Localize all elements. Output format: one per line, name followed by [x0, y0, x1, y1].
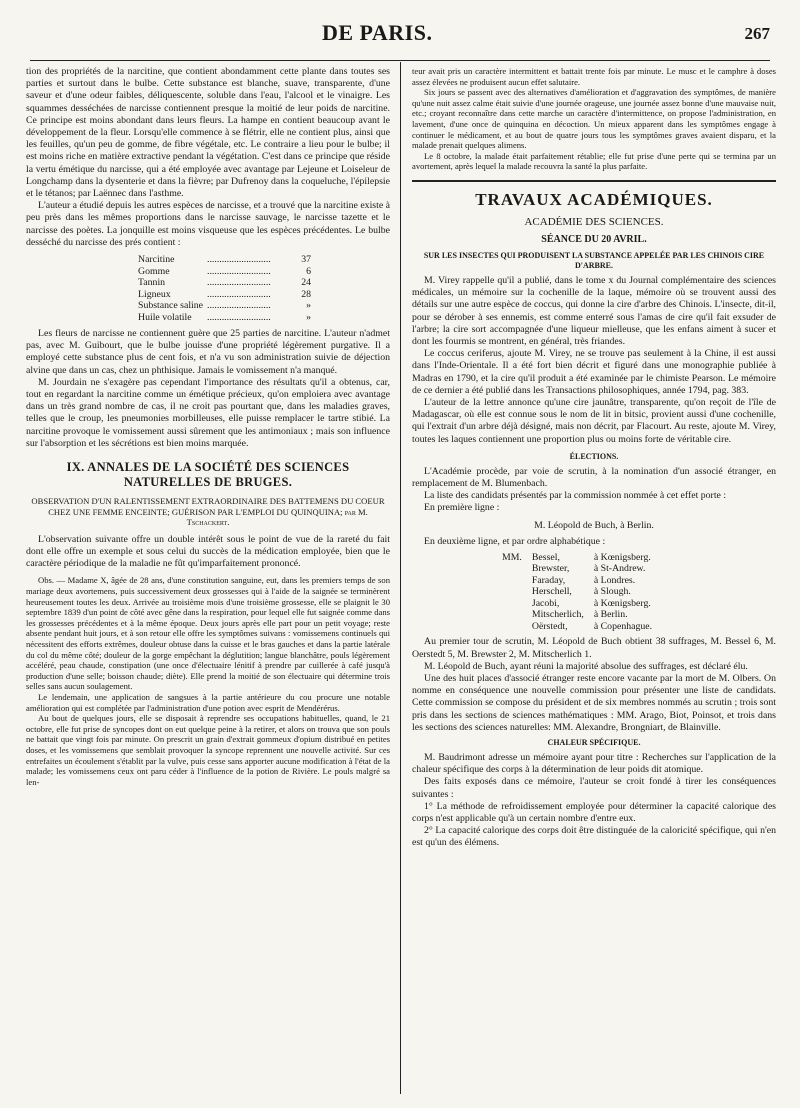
composition-row: Gomme .......................... 6	[138, 265, 312, 277]
paragraph-academie-procede: L'Académie procède, par voie de scrutin, à la nomination d'un associé étranger, en remplacement de M. Blumenbach.	[412, 465, 776, 489]
composition-value: »	[306, 300, 312, 312]
composition-row: Huile volatile .......................... »	[138, 311, 312, 323]
candidate-row	[502, 586, 662, 598]
paragraph-pulse: teur avait pris un caractère intermittent et battait trente fois par minute. Le musc et le camphre à doses assez élevées ne produisent aucun effet salutaire.	[412, 66, 776, 87]
candidate-place: à Berlin.	[593, 609, 628, 621]
composition-value: 24	[301, 277, 312, 289]
paragraph-elected: M. Léopold de Buch, ayant réuni la majorité absolue des suffrages, est déclaré élu.	[424, 660, 748, 672]
candidate-prefix	[502, 598, 532, 610]
paragraph-virey: M. Virey rappelle qu'il a publié, dans le tome x du Journal complémentaire des sciences médicales, un mémoire sur la cochenille de la laque, mémoire où se trouvent aussi des détails sur une autre espèce de coccus, qui donne la cire d'arbre des Chinois. L'insecte, dit-il, pour se dérober à ses ennemis, est comme enterré sous l'amas de cire qu'il fait exsuder de l'arbre; la cire sort accompagnée d'une liqueur mielleuse, que les enfans aiment à sucer et dont les fourmis se montrent, en général, très friandes.	[412, 274, 776, 347]
candidate-prefix: MM.	[502, 551, 522, 563]
candidate-prefix	[502, 586, 532, 598]
paragraph-syncopes: Au bout de quelques jours, elle se disposait à reprendre ses occupations habituelles, quand, le 21 octobre, elle fut prise de syncopes dont on eut quelque peine à la retirer, et alors on trouva que son pouls ne battait que vingt fois par minute. On prescrit un grain d'extrait gommeux d'opium distribué en petites doses, et les vomissemens que semblait provoquer la syncope reprennent une nouvelle activité. Sur ces entrefaites un écoulement s'établit par la vulve, puis cesse sans apporter aucune modification à l'état de la malade; les vomissemens ceux ont paru céder à l'influence de la potion de Rivière. Le pouls malgré sa len-	[26, 713, 390, 787]
candidate-name: Brewster,	[531, 563, 570, 575]
paragraph-candidates-list: La liste des candidats présentés par la commission nommée à cet effet porte :	[424, 490, 727, 502]
candidate-prefix	[502, 563, 532, 575]
paragraph-consequences: Des faits exposés dans ce mémoire, l'auteur se croit fondé à tirer les conséquences suivantes :	[412, 776, 776, 800]
candidate-row	[502, 563, 662, 575]
section-rule	[412, 180, 776, 182]
candidate-row	[502, 575, 662, 587]
composition-name: Narcitine	[138, 254, 175, 266]
journal-title: DE PARIS.	[322, 20, 433, 45]
candidate-row	[502, 609, 662, 621]
column-divider	[400, 62, 401, 1094]
composition-name: Ligneux	[138, 288, 171, 300]
composition-name: Substance saline	[138, 300, 204, 312]
candidate-place: à Copenhague.	[593, 620, 653, 632]
running-head	[0, 14, 800, 54]
composition-name: Gomme	[138, 265, 170, 277]
paragraph-vacancy: Une des huit places d'associé étranger reste encore vacante par la mort de M. Olbers. On nomme en conséquence une nouvelle commission pour présenter une liste de candidats. Cette commission se compose du président et de six membres nommés au scrutin ; trois sont pris dans les sections de sciences mathématiques : MM. Arago, Biot, Poinsot, et trois dans les sections des sciences naturelles: MM. Alexandre, Brongniart, de Blainville.	[412, 672, 776, 733]
second-line-label: En deuxième ligne, et par ordre alphabétique :	[424, 535, 606, 547]
travaux-title: TRAVAUX ACADÉMIQUES.	[475, 189, 713, 209]
paragraph-first-ballot: Au premier tour de scrutin, M. Léopold de Buch obtient 38 suffrages, M. Bessel 6, M. Oerstedt 5, M. Brewster 2, M. Mitscherlich 1.	[412, 636, 776, 660]
page-number: 267	[744, 24, 770, 43]
candidate-prefix	[502, 609, 532, 621]
observation-title: OBSERVATION D'UN RALENTISSEMENT EXTRAORDINAIRE DES BATTEMENS DU COEUR CHEZ UNE FEMME ENCEINTE; GUÉRISON PAR L'EMPLOI DU QUINQUINA; par M. Tschackert.	[31, 496, 385, 528]
composition-value: »	[306, 311, 312, 323]
composition-name: Huile volatile	[138, 311, 192, 323]
candidate-place: à Kœnigsberg.	[593, 597, 651, 609]
section-title-bruges: IX. ANNALES DE LA SOCIÉTÉ DES SCIENCES NATURELLES DE BRUGES.	[66, 460, 350, 490]
composition-value: 37	[301, 254, 312, 266]
candidate-table	[502, 552, 662, 633]
paragraph-observation-intro: L'observation suivante offre un double intérêt sous le point de vue de la rareté du fait dont elle offre un exemple et sous celui du succès de la médication employée, bien que le caractère périodique de la maladie ne fût qu'imparfaitement prononcé.	[26, 533, 390, 570]
seance-date: SÉANCE DU 20 AVRIL.	[541, 233, 647, 245]
first-line-label: En première ligne :	[424, 502, 500, 514]
composition-row: Ligneux .......................... 28	[138, 288, 312, 300]
left-column	[26, 66, 390, 1102]
composition-table	[136, 254, 313, 323]
paragraph-conclusion-1: 1° La méthode de refroidissement employée pour déterminer la capacité calorique des corps n'est applicable qu'à un certain nombre d'entre eux.	[412, 800, 776, 824]
candidate-name: Oërstedt,	[531, 620, 568, 632]
paragraph-narcitine-properties: tion des propriétés de la narcitine, que contient abondamment cette plante dans toutes ses parties et surtout dans le bulbe. Cette substance est blanche, suave, transparente, d'une saveur et d'une odeur faibles, déliquescente, soluble dans l'eau, l'alcool et le vinaigre. Les squammes desséchées de narcisse contiennent presque la moitié de leur poids de narcitine. Ce principe est moins abondant dans leurs fleurs. La hampe en contient beaucoup avant le développement de la fleur. Lorsqu'elle commence à se flétrir, elle ne contient plus, ainsi que les feuilles, qu'un peu de gomme, de fibre végétale, etc. Le contraire a lieu pour le bulbe; il est moins riche en matière extractive pendant la végétation. C'est dans ce principe que réside la vertu émétique du narcisse, qui a été employée avec avantage par Lejeune et Loiseleur de Longchamp dans la dysenterie et dans la fièvre; par Dufrenoy dans la coqueluche, l'épilepsie et le tétanos; par Laënnec dans l'asthme.	[26, 66, 390, 200]
first-candidate: M. Léopold de Buch, à Berlin.	[534, 519, 654, 531]
composition-row: Narcitine .......................... 37	[138, 254, 312, 266]
candidate-name: Faraday,	[531, 574, 566, 586]
candidate-name: Bessel,	[531, 551, 560, 563]
candidate-name: Jacobi,	[531, 597, 560, 609]
candidate-name: Mitscherlich,	[531, 609, 584, 621]
paragraph-recovery: Le 8 octobre, la malade était parfaitement rétablie; elle fut prise d'une perte qui se termina par un avortement, après lequel la malade recouvra la santé la plus parfaite.	[412, 150, 776, 172]
candidate-prefix	[502, 621, 532, 633]
composition-row: Substance saline .......................... »	[138, 300, 312, 312]
composition-value: 6	[306, 265, 312, 277]
paragraph-obs-case: Obs. — Madame X, âgée de 28 ans, d'une constitution sanguine, eut, dans les premiers temps de son mariage deux avortemens, puis successivement deux grossesses qui à l'aide de la saignée se terminèrent heureusement toutes les deux. Arrivée au troisième mois d'une troisième grossesse, elle se plaignit le 30 septembre 1839 d'un point de côté avec gêne dans la respiration, pour lequel elle fut saignée comme dans les grossesses précédentes et à la même époque. Deux jours après elle part pour un petit voyage; reste absente pendant huit jours, et à son retour elle offre les symptômes suivans : vomissemens continuels qui nécessitent des efforts extrêmes, douleur obtuse dans la cuisse et le bras gauches et dans la partie latérale du col du même côté; douleur de la gorge empêchant la déglutition; langue blanchâtre, pouls légèrement accéléré, peau chaude, constipation (une once d'électuaire lénitif à prendre par cuillerée à café jusqu'à production d'une selle; boisson chaude; diète). Elle prend la moitié de son électuaire qui détermine trois selles sans aucun soulagement.	[26, 575, 390, 692]
paragraph-other-species: L'auteur a étudié depuis les autres espèces de narcisse, et a trouvé que la narcitine existe à peu près dans les mêmes proportions dans le narcisse sauvage, le narcisse tazette et le narcisse des poètes. La jonquille est moins visqueuse que les espèces précédentes. Le bulbe desséché du narcisse des prés contient :	[26, 200, 390, 248]
header-rule	[30, 60, 770, 61]
candidate-place: à Kœnigsberg.	[593, 551, 651, 563]
academie-title: ACADÉMIE DES SCIENCES.	[524, 215, 664, 228]
elections-subhead: ÉLECTIONS.	[569, 451, 619, 461]
paragraph-six-days: Six jours se passent avec des alternatives d'amélioration et d'aggravation des symptômes, de manière qu'une nuit assez calme était suivie d'une journée orageuse, une journée assez bonne d'une mauvaise nuit, etc.; croyant reconnaître dans cette marche un caractère d'intermittence, on propose l'administration, en lavement, d'une once de quinquina en décoction. Un mieux apparent dans les symptômes engage à continuer le médicament, et au bout de quatre jours tous les symptômes graves avaient disparu, et la malade prenait quelques alimens.	[412, 87, 776, 151]
paragraph-flowers: Les fleurs de narcisse ne contiennent guère que 25 parties de narcitine. L'auteur n'admet pas, avec M. Guibourt, que le bulbe jouisse d'une propriété légèrement purgative. Il a employé cette substance plus de cent fois, et n'a vu son administration suivie de déjection alvine que dans un cas, chez un phthisique. Jamais le vomissement n'a manqué.	[26, 328, 390, 376]
insects-subhead: SUR LES INSECTES QUI PRODUISENT LA SUBSTANCE APPELÉE PAR LES CHINOIS CIRE D'ARBRE.	[423, 250, 765, 270]
paragraph-baudrimont: M. Baudrimont adresse un mémoire ayant pour titre : Recherches sur l'application de la chaleur spécifique des corps à la détermination de leur poids dit atomique.	[412, 751, 776, 776]
paragraph-madagascar: L'auteur de la lettre annonce qu'une cire jaunâtre, transparente, qu'on reçoit de l'île de Madagascar, où elle est connue sous le nom de lit in bitsic, provient aussi d'une cochenille, qui l'extrait d'un arbre déjà désigné, mais non décrit, par Flacourt. Au reste, ajoute M. Virey, toutes les laques contiennent une proportion plus ou moins forte de véritable cire.	[412, 396, 776, 445]
paragraph-conclusion-2: 2° La capacité calorique des corps doit être distinguée de la caloricité spécifique, qui n'en est qu'un des élémens.	[412, 825, 776, 849]
right-column	[412, 66, 776, 1102]
composition-name: Tannin	[138, 277, 166, 289]
candidate-prefix	[502, 575, 532, 587]
composition-value: 28	[301, 288, 312, 300]
paragraph-jourdain: M. Jourdain ne s'exagère pas cependant l'importance des résultats qu'il a obtenus, car, tout en regardant la narcitine comme un émétique précieux, qu'on emploiera avec avantage dans un très grand nombre de cas, il ne croit pas pourtant que, dans les maladies graves, telles que le croup, les pneumonies morbilleuses, elle puisse remplacer le tartre stibié. La narcitine provoque le vomissement aussi sûrement que les antimoniaux ; mais son influence sur l'absorption et les sécrétions est bien moins marquée.	[26, 376, 390, 449]
candidate-row	[502, 621, 662, 633]
candidate-place: à Slough.	[593, 586, 631, 598]
paragraph-coccus: Le coccus ceriferus, ajoute M. Virey, ne se trouve pas seulement à la Chine, il est aussi dans l'Inde-Orientale. Il a été fort bien décrit et figuré dans une monographie publiée à Madras en 1790, et la cire qu'il produit a été examinée par le chimiste Pearson. Le mémoire de ce dernier a été publié dans les Transactions philosophiques, année 1794, pag. 383.	[412, 348, 776, 396]
candidate-place: à St-Andrew.	[593, 563, 646, 575]
chaleur-subhead: CHALEUR SPÉCIFIQUE.	[547, 737, 641, 747]
candidate-row	[502, 598, 662, 610]
candidate-name: Herschell,	[531, 586, 572, 598]
candidate-row	[502, 552, 662, 564]
composition-row: Tannin .......................... 24	[138, 277, 312, 289]
paragraph-leeches: Le lendemain, une application de sangsues à la partie antérieure du cou procure une notable amélioration qui est complétée par l'administration d'une potion avec esprit de Mendérérus.	[26, 692, 390, 713]
candidate-place: à Londres.	[593, 574, 636, 586]
